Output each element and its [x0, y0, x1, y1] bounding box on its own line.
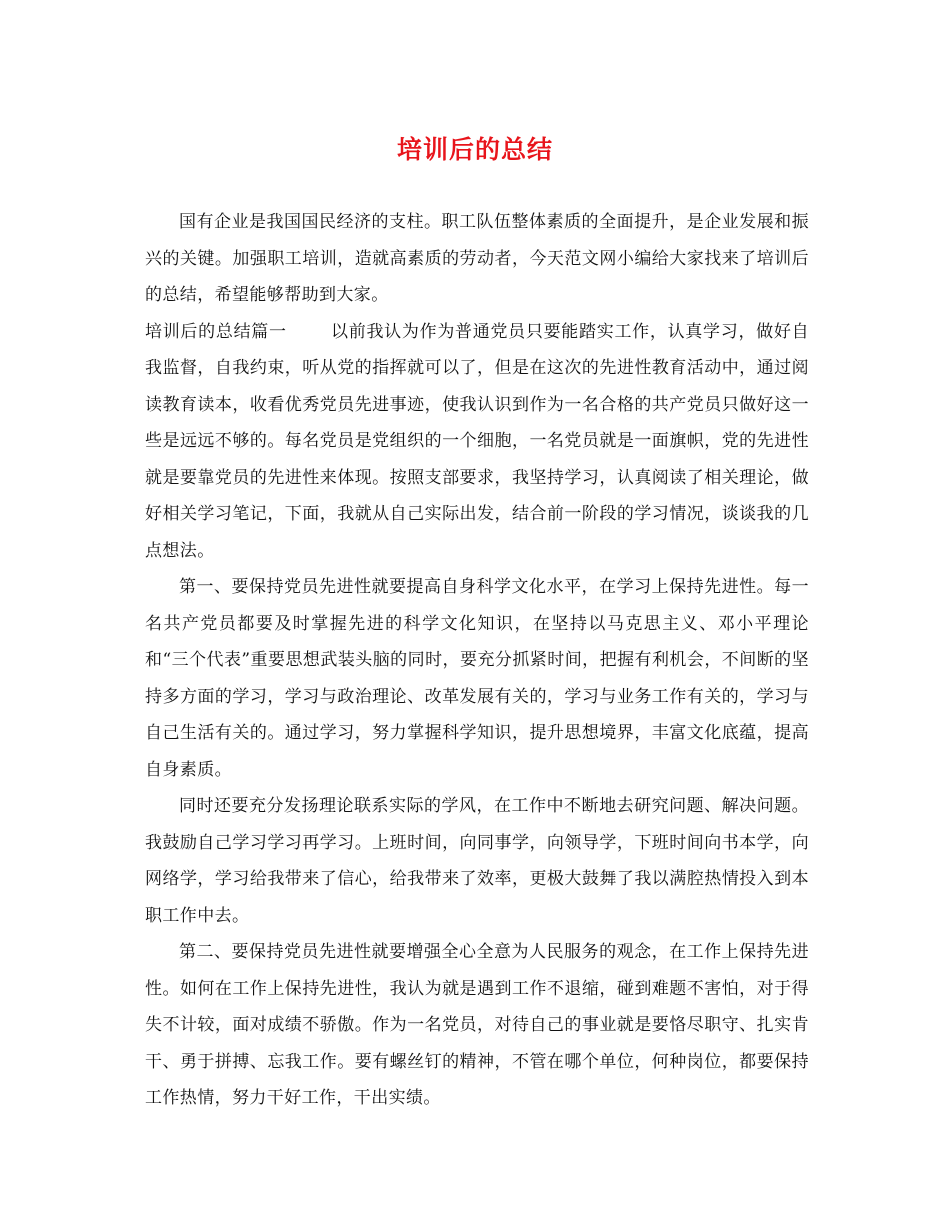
document-title: 培训后的总结 [396, 135, 553, 164]
section-first-text: 以前我认为作为普通党员只要能踏实工作，认真学习，做好自我监督，自我约束，听从党的指挥就可以了，但是在这次的先进性教育活动中，通过阅读教育读本，收看优秀党员先进事迹，使我认识到作为一名合格的共产党员只做好这一些是远远不够的。每名党员是党组织的一个细胞，一名党员就是一面旗帜，党的先进性就是要靠党员的先进性来体现。按照支部要求，我坚持学习，认真阅读了相关理论，做好相关学习笔记，下面，我就从自己实际出发，结合前一阶段的学习情况，谈谈我的几点想法。 [145, 321, 809, 561]
body-paragraph-1: 第一、要保持党员先进性就要提高自身科学文化水平，在学习上保持先进性。每一名共产党员都要及时掌握先进的科学文化知识，在坚持以马克思主义、邓小平理论和“三个代表”重要思想武装头脑的同时，要充分抓紧时间，把握有利机会，不间断的坚持多方面的学习，学习与政治理论、改革发展有关的，学习与业务工作有关的，学习与自己生活有关的。通过学习，努力掌握科学知识，提升思想境界，丰富文化底蕴，提高自身素质。 [145, 577, 809, 780]
body-paragraph-3: 第二、要保持党员先进性就要增强全心全意为人民服务的观念，在工作上保持先进性。如何在工作上保持先进性，我认为就是遇到工作不退缩，碰到难题不害怕，对于得失不计较，面对成绩不骄傲。作为一名党员，对待自己的事业就是要恪尽职守、扎实肯干、勇于拼搏、忘我工作。要有螺丝钉的精神，不管在哪个单位，何种岗位，都要保持工作热情，努力干好工作，干出实绩。 [145, 942, 809, 1108]
document-body [145, 204, 809, 1117]
section-paragraph [145, 314, 809, 570]
intro-paragraph: 国有企业是我国国民经济的支柱。职工队伍整体素质的全面提升，是企业发展和振兴的关键。加强职工培训，造就高素质的劳动者，今天范文网小编给大家找来了培训后的总结，希望能够帮助到大家。 [145, 212, 809, 305]
body-paragraph-2: 同时还要充分发扬理论联系实际的学风，在工作中不断地去研究问题、解决问题。我鼓励自己学习学习再学习。上班时间，向同事学，向领导学，下班时间向书本学，向网络学，学习给我带来了信心，给我带来了效率，更极大鼓舞了我以满腔热情投入到本职工作中去。 [145, 796, 809, 926]
section-heading: 培训后的总结篇一 [145, 321, 287, 342]
